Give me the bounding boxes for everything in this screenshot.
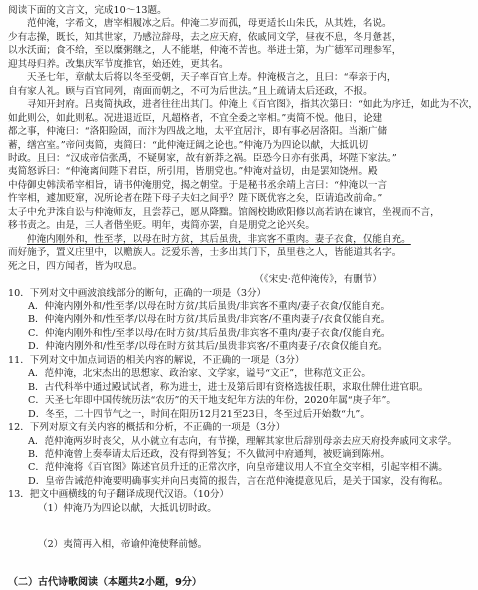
passage-line: 太子中允尹洙自讼与仲淹师友，且尝荐己，愿从降黜。馆阁校勘欧阳修以高若讷在谏官，坐视而不言， (8, 206, 440, 218)
passage-line: 死之日，四方闻者，皆为叹息。 (8, 260, 143, 272)
passage-line: 以水沃面；食不给，至以糜粥继之，人不能堪，仲淹不苦也。举进士第，为广德军司理参军， (8, 45, 402, 57)
passage-line: 移书责之。由是，三人者偕坐贬。明年，夷简亦罢，自是朋党之论兴矣。 (8, 220, 315, 232)
option-b: B．仲淹内刚外和/性至孝/以母在时方贫/其后虽贵/非宾客/不重肉妻子/衣食仅能自充。 (28, 314, 391, 326)
passage-line: 忤宰相，遽加贬窜，况所论者在陛下母子夫妇之间乎？陛下既优容之矣，臣请追改前命。” (8, 193, 383, 205)
passage-source: （《宋史·范仲淹传》，有删节） (254, 274, 382, 286)
translation-item-1: （1）仲淹乃为四论以献，大抵讥切时政。 (38, 502, 217, 514)
translation-item-2: （2）夷简再入相，帝谕仲淹使释前憾。 (38, 538, 208, 550)
passage-line-wavy-underlined: 仲淹内刚外和，性至孝，以母在时方贫，其后虽贵，非宾客不重肉。妻子衣食，仅能自充。 (27, 233, 411, 245)
option-b: B．古代科举中通过殿试试者，称为进士，进士及第后即有资格选拔任职，求取仕牌仕进官职。 (28, 381, 429, 393)
option-a: A．范仲淹，北宋杰出的思想家、政治家、文学家，谥号“文正”，世称范文正公。 (28, 368, 371, 380)
question-12 (8, 421, 458, 488)
passage-line: 范仲淹，字希文，唐宰相履冰之后。仲淹二岁而孤，母更适长山朱氏，从其姓，名说。 (27, 18, 392, 30)
option-c: C．范仲淹将《百官图》陈述官员升迁的正常次序，向皇帝建议用人不宜全交宰相，引起宰相不满。 (28, 462, 448, 474)
passage-line: 自有家人礼。顾与百官同列，南面而朝之，不可为后世法。”且上疏请太后还政，不报。 (8, 85, 373, 97)
passage-line: 夷简怒诉曰：“仲淹离间陛下君臣，所引用，皆朋党也。”仲淹对益切，由是罢知饶州。殿 (8, 166, 378, 178)
passage-line: 蓄，缮宫室。”帝问夷简，夷简曰：“此仲淹迂阔之论也。”仲淹乃为四论以献，大抵讥切 (8, 139, 369, 151)
option-b: B．范仲淹曾上奏奉请太后还政，没有得到答复；不久做河中府通判，被贬谪到陈州。 (28, 448, 391, 460)
passage-line: 天圣七年，章献太后将以冬至受朝，天子率百官上寿。仲淹极言之，且曰：“奉亲于内， (27, 72, 397, 84)
passage-line: 少有志操，既长，知其世家，乃感泣辞母，去之应天府，依戚同文学，昼夜不息，冬月惫甚， (8, 31, 402, 43)
passage-line: 寻知开封府。吕夷简执政，进者往往出其门。仲淹上《百官图》，指其次第曰：“如此为序迁，如此为不次， (27, 99, 478, 111)
question-stem: 10．下列对文中画波浪线部分的断句，正确的一项是（3分） (8, 287, 267, 299)
reading-instruction: 阅读下面的文言文，完成10～13题。 (8, 5, 167, 16)
question-stem: 11．下列对文中加点词语的相关内容的解说，不正确的一项是（3分） (8, 354, 305, 366)
passage-line: 迎其母归养。改集庆军节度推官，始还姓，更其名。 (8, 58, 229, 70)
option-c: C．仲淹内刚外和性/至孝以母/在时方贫/其后虽贵/非宾客不重肉/妻子衣食/仅能自充。 (28, 327, 391, 339)
passage-line: 而好施予，置义庄里中，以赡族人。泛爱乐善，士多出其门下，虽里巷之人，皆能道其名字。 (8, 247, 402, 259)
question-stem: 13．把文中画横线的句子翻译成现代汉语。（10分） (8, 489, 230, 501)
question-13 (8, 488, 406, 573)
question-10 (8, 287, 406, 354)
option-d: D．仲淹内刚外和/性至孝/以母在时方贫其后/虽贵非宾客/不重肉妻子/衣食仅能自充。 (28, 341, 388, 353)
question-11 (8, 354, 429, 421)
option-d: D．冬至，二十四节气之一，时间在阳历12月21至23日，冬至过后开始数“九”。 (28, 408, 370, 420)
option-c: C．天圣七年即中国传统历法“农历”的天干地支纪年方法的年份，2020年属“庚子年”。 (28, 395, 396, 407)
option-a: A．仲淹内刚外和/性至孝/以母在时方贫/其后虽贵/非宾客不重肉/妻子衣食/仅能自充。 (28, 300, 391, 312)
passage-line: 如此则公，如此则私。况进退近臣，凡超格者，不宜全委之宰相。”夷简不悦。他日，论建 (8, 112, 383, 124)
question-stem: 12．下列对原文有关内容的概括和分析，不正确的一项是（3分） (8, 422, 286, 434)
option-a: A．范仲淹两岁时丧父，从小就立有志向，有节操，理解其家世后辞别母亲去应天府投奔戚同文求学。 (28, 435, 458, 447)
option-d: D．皇帝告诫范仲淹要明确事实并向吕夷简的报告，言在范仲淹提意见后，是关于国家，没有徇私。 (28, 475, 449, 487)
passage-line: 时政。且曰：“汉成帝信张禹，不疑舅家，故有新莽之祸。臣恐今日亦有张禹，坏陛下家法。” (8, 152, 397, 164)
classical-passage (8, 17, 478, 273)
section-heading: （二）古代诗歌阅读（本题共2小题，9分） (8, 576, 202, 588)
passage-line: 中侍御史韩渎希宰相旨，请书仲淹朋党，揭之朝堂。于是秘书丞余靖上言曰：“仲淹以一言 (8, 179, 388, 191)
passage-line: 都之事，仲淹曰：“洛阳险固，而汴为四战之地，太平宜居汴，即有事必居洛阳。当渐广储 (8, 126, 388, 138)
